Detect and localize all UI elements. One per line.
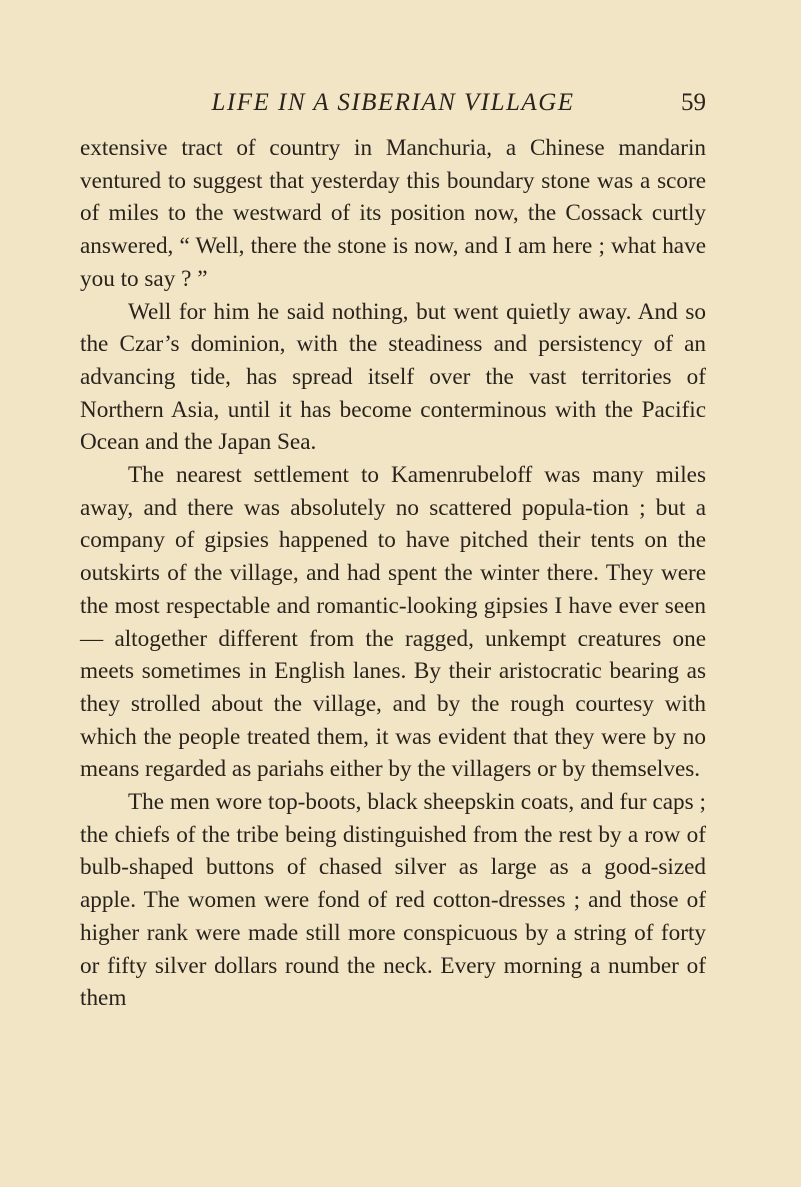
running-head bbox=[80, 86, 706, 120]
body-text bbox=[80, 132, 706, 1015]
paragraph-4: The men wore top-boots, black sheepskin coats, and fur caps ; the chiefs of the tribe being distinguished from the rest by a row of bulb-shaped buttons of chased silver as large as a good-sized apple. The women were fond of red cotton-dresses ; and those of higher rank were made still more conspicuous by a string of forty or fifty silver dollars round the neck. Every morning a number of them bbox=[80, 789, 706, 1012]
paragraph-2: Well for him he said nothing, but went quietly away. And so the Czar’s dominion, with the steadiness and persistency of an advancing tide, has spread itself over the vast territories of Northern Asia, until it has become conterminous with the Pacific Ocean and the Japan Sea. bbox=[80, 298, 706, 456]
running-title: LIFE IN A SIBERIAN VILLAGE bbox=[211, 89, 575, 116]
paragraph-1: extensive tract of country in Manchuria, a Chinese mandarin ventured to suggest that yesterday this boundary stone was a score of miles to the westward of its position now, the Cossack curtly answered, “ Well, there the stone is now, and I am here ; what have you to say ? ” bbox=[80, 135, 706, 292]
paragraph-3: The nearest settlement to Kamenrubeloff was many miles away, and there was absolutely no scattered popula-tion ; but a company of gipsies happened to have pitched their tents on the outskirts of the village, and had spent the winter there. They were the most respectable and romantic-looking gipsies I have ever seen — altogether different from the ragged, unkempt creatures one meets sometimes in English lanes. By their aristocratic bearing as they strolled about the village, and by the rough courtesy with which the people treated them, it was evident that they were by no means regarded as pariahs either by the villagers or by themselves. bbox=[80, 462, 706, 783]
page-number: 59 bbox=[681, 89, 706, 116]
